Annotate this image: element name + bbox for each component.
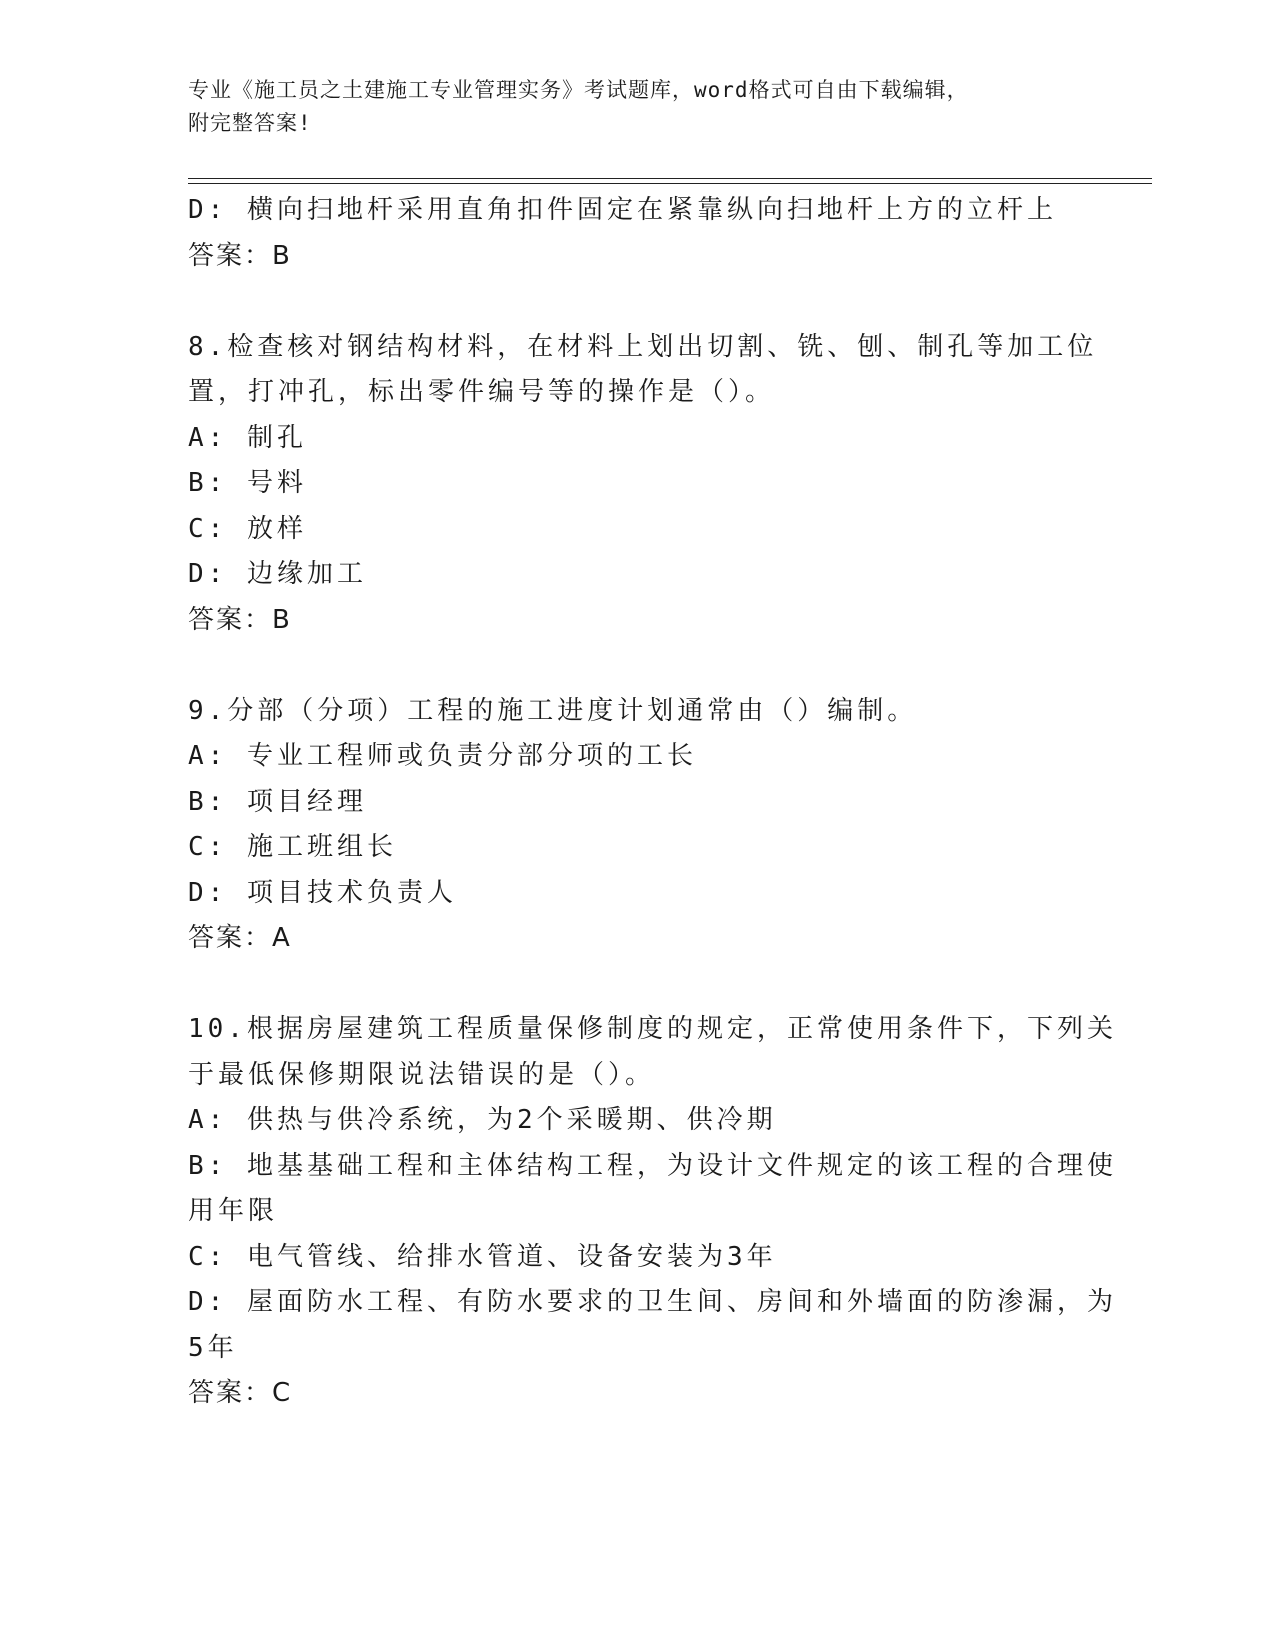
option-d: D: 屋面防水工程、有防水要求的卫生间、房间和外墙面的防渗漏，为 xyxy=(188,1287,1117,1317)
option-b-cont: 用年限 xyxy=(188,1196,279,1226)
answer: 答案：C xyxy=(188,1378,293,1408)
option-a: A: 专业工程师或负责分部分项的工长 xyxy=(188,741,697,771)
option-a: A: 供热与供冷系统，为2个采暖期、供冷期 xyxy=(188,1105,777,1135)
question-stem: 8.检查核对钢结构材料，在材料上划出切割、铣、刨、制孔等加工位 xyxy=(188,331,1098,362)
option-d: D: 边缘加工 xyxy=(188,559,367,589)
header-line-1: 专业《施工员之土建施工专业管理实务》考试题库，word格式可自由下载编辑， xyxy=(188,78,969,102)
option-b: B: 地基基础工程和主体结构工程，为设计文件规定的该工程的合理使 xyxy=(188,1150,1117,1181)
option-c: C: 放样 xyxy=(188,513,307,544)
question-9 xyxy=(188,689,1088,962)
question-stem: 10.根据房屋建筑工程质量保修制度的规定，正常使用条件下，下列关 xyxy=(188,1014,1117,1044)
question-list xyxy=(188,188,1117,1417)
question-stem: 9.分部（分项）工程的施工进度计划通常由（）编制。 xyxy=(188,695,918,726)
header-line-2: 附完整答案! xyxy=(188,111,312,135)
option-d: D: 项目技术负责人 xyxy=(188,877,457,908)
answer: 答案：B xyxy=(188,240,292,271)
answer: 答案：A xyxy=(188,923,292,953)
prev-question-tail xyxy=(188,188,1088,279)
question-stem-cont: 于最低保修期限说法错误的是（）。 xyxy=(188,1059,656,1090)
option-d: D: 横向扫地杆采用直角扣件固定在紧靠纵向扫地杆上方的立杆上 xyxy=(188,195,1057,225)
header-divider-bottom xyxy=(188,183,1152,184)
option-d-cont: 5年 xyxy=(188,1332,238,1363)
question-10 xyxy=(188,1007,1117,1417)
option-c: C: 施工班组长 xyxy=(188,832,397,862)
document-header xyxy=(188,74,1088,140)
option-b: B: 项目经理 xyxy=(188,786,367,817)
question-8 xyxy=(188,325,1098,644)
question-stem-cont: 置，打冲孔，标出零件编号等的操作是（）。 xyxy=(188,377,776,407)
option-a: A: 制孔 xyxy=(188,422,307,453)
option-b: B: 号料 xyxy=(188,468,307,498)
header-divider-top xyxy=(188,178,1152,179)
option-c: C: 电气管线、给排水管道、设备安装为3年 xyxy=(188,1241,777,1272)
answer: 答案：B xyxy=(188,604,292,635)
